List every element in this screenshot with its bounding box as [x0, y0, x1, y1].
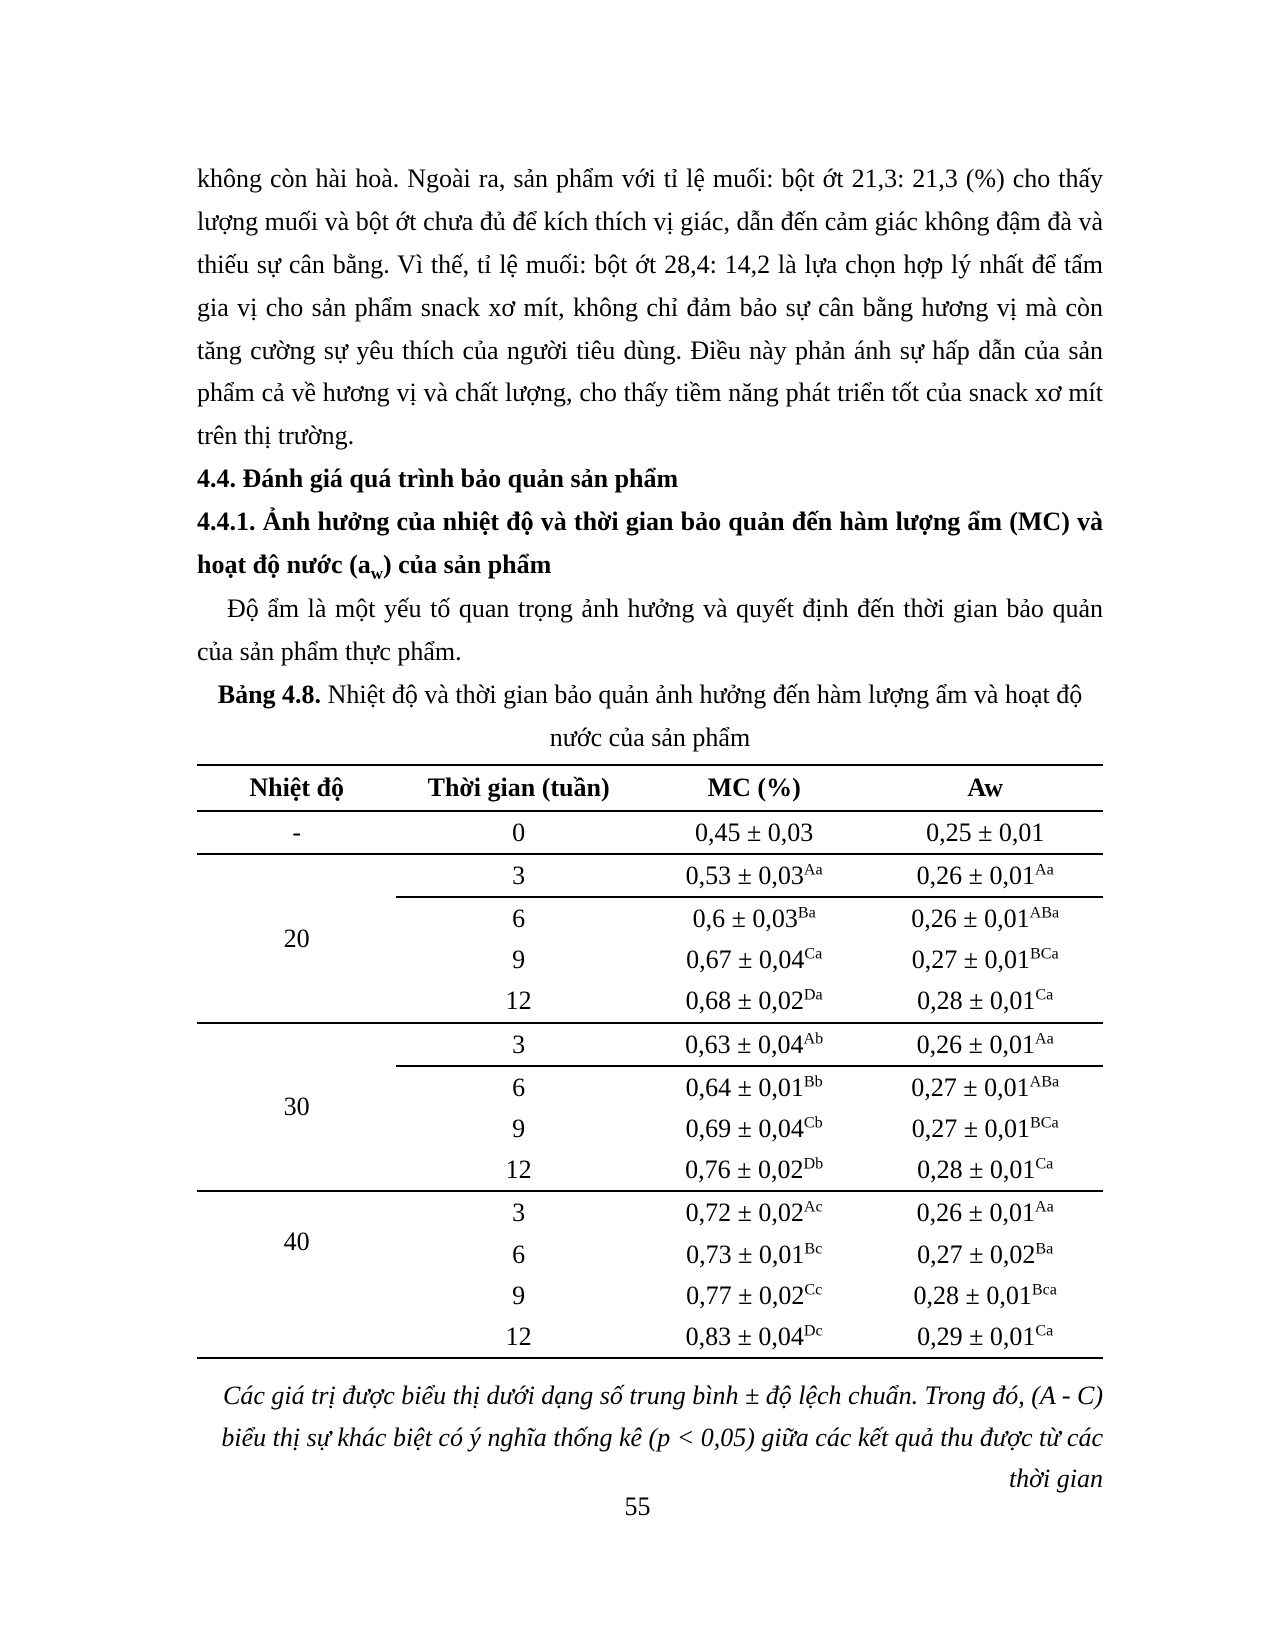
cell-aw: $0,26 \pm 0,01^{ABa}$ [911, 904, 1060, 934]
table-row [197, 1023, 1103, 1066]
subsection-heading-tail: ) của sản phẩm [382, 550, 552, 580]
cell-time: 3 [396, 854, 641, 897]
cell-mc: $0,83 \pm 0,04^{Dc}$ [685, 1321, 823, 1351]
cell-aw: $0,28 \pm 0,01^{Ca}$ [867, 1149, 1103, 1191]
aw-superscript: Aa [1034, 1029, 1054, 1047]
mc-superscript: Bc [804, 1239, 823, 1257]
cell-aw: $0,26 \pm 0,01^{Aa}$ [867, 1023, 1103, 1066]
aw-superscript: Ca [1035, 986, 1054, 1004]
cell-mc: $0,73 \pm 0,01^{Bc}$ [686, 1239, 823, 1269]
subscript-w: w [370, 564, 383, 584]
cell-temp: - [197, 811, 396, 854]
aw-superscript: Bca [1031, 1281, 1057, 1299]
subsection-heading-text: 4.4.1. Ảnh hưởng của nhiệt độ và thời gian bảo quản đến hàm lượng ẩm (MC) và hoạt độ nước (a [197, 507, 1103, 580]
cell-time: 12 [396, 980, 641, 1022]
cell-aw: $0,26 \pm 0,01^{Aa}$ [916, 1198, 1054, 1228]
section-heading: 4.4. Đánh giá quá trình bảo quản sản phẩm [197, 464, 679, 494]
cell-mc: $0,6 \pm 0,03^{Ba}$ [692, 904, 816, 934]
cell-time: 9 [512, 1280, 526, 1310]
table-row [197, 854, 1103, 897]
aw-superscript: ABa [1029, 904, 1060, 922]
header-nhiet-do: Nhiệt độ [197, 765, 396, 811]
cell-mc: $0,67 \pm 0,04^{Ca}$ [686, 945, 823, 975]
cell-mc: $0,76 \pm 0,02^{Db}$ [641, 1149, 868, 1191]
table-row-baseline [197, 811, 1103, 854]
header-thoi-gian: Thời gian (tuần) [396, 765, 641, 811]
cell-time: 6 [512, 904, 526, 934]
cell-aw: $0,29 \pm 0,01^{Ca}$ [917, 1321, 1054, 1351]
mc-superscript: Db [803, 1155, 824, 1173]
cell-time: 6 [512, 1239, 526, 1269]
mc-superscript: Dc [803, 1322, 823, 1340]
cell-aw: $0,26 \pm 0,01^{Aa}$ [867, 854, 1103, 897]
cell-mc: $0,53 \pm 0,03^{Aa}$ [641, 854, 868, 897]
aw-superscript: Aa [1034, 1198, 1054, 1216]
cell-temp-30: 30 [197, 1023, 396, 1192]
mc-superscript: Cb [803, 1114, 823, 1132]
storage-results-table [197, 764, 1103, 1359]
cell-time: 3 [512, 1198, 526, 1228]
aw-superscript: ABa [1029, 1073, 1060, 1091]
cell-time: 9 [512, 1113, 526, 1143]
header-mc: MC (%) [641, 765, 868, 811]
cell-mc: $0,63 \pm 0,04^{Ab}$ [641, 1023, 868, 1066]
aw-superscript: Ba [1035, 1239, 1054, 1257]
cell-aw: 0,25 ± 0,01 [867, 811, 1103, 854]
mc-superscript: Cc [804, 1281, 823, 1299]
cell-time: 12 [396, 1149, 641, 1191]
mc-superscript: Aa [803, 861, 823, 879]
intro-paragraph: không còn hài hoà. Ngoài ra, sản phẩm với tỉ lệ muối: bột ớt 21,3: 21,3 (%) cho thấy lượng muối và bột ớt chưa đủ để kích thích vị giác, dẫn đến cảm giác không đậm đà và thiếu sự cân bằng. Vì thế, tỉ lệ muối: bột ớt 28,4: 14,2 là lựa chọn hợp lý nhất để tẩm gia vị cho sản phẩm snack xơ mít, không chỉ đảm bảo sự cân bằng hương vị mà còn tăng cường sự yêu thích của người tiêu dùng. Điều này phản ánh sự hấp dẫn của sản phẩm cả về hương vị và chất lượng, cho thấy tiềm năng phát triển tốt của snack xơ mít trên thị trường. [197, 164, 1103, 451]
table-caption-label: Bảng 4.8. [217, 679, 322, 709]
cell-aw: $0,27 \pm 0,01^{ABa}$ [911, 1072, 1060, 1102]
mc-superscript: Ca [804, 945, 823, 963]
cell-mc: $0,77 \pm 0,02^{Cc}$ [686, 1280, 823, 1310]
aw-superscript: Ca [1035, 1155, 1054, 1173]
table-caption [197, 674, 1103, 760]
cell-time: 0 [396, 811, 641, 854]
table-row [197, 1191, 1103, 1233]
table-caption-text: Nhiệt độ và thời gian bảo quản ảnh hưởng đến hàm lượng ẩm và hoạt độ nước của sản phẩm [321, 679, 1083, 752]
aw-superscript: BCa [1030, 945, 1059, 963]
mc-superscript: Ac [803, 1198, 823, 1216]
cell-aw: $0,27 \pm 0,01^{BCa}$ [911, 945, 1059, 975]
cell-mc: 0,45 ± 0,03 [641, 811, 868, 854]
cell-temp-40: 40 [283, 1227, 310, 1257]
table-footnote: Các giá trị được biểu thị dưới dạng số trung bình ± độ lệch chuẩn. Trong đó, (A - C) biểu thị sự khác biệt có ý nghĩa thống kê (p < 0,05) giữa các kết quả thu được từ các thời gian [221, 1381, 1103, 1494]
mc-superscript: Bb [803, 1073, 823, 1091]
cell-mc: $0,69 \pm 0,04^{Cb}$ [685, 1113, 823, 1143]
cell-time: 3 [396, 1023, 641, 1066]
cell-aw: $0,27 \pm 0,02^{Ba}$ [917, 1239, 1054, 1269]
page-number: 55 [624, 1492, 651, 1521]
cell-mc: $0,64 \pm 0,01^{Bb}$ [685, 1072, 823, 1102]
cell-time: 9 [512, 945, 526, 975]
aw-superscript: BCa [1030, 1114, 1059, 1132]
mc-superscript: Ba [797, 904, 816, 922]
cell-time: 12 [505, 1321, 532, 1351]
aw-superscript: Aa [1034, 861, 1054, 879]
cell-time: 6 [512, 1072, 526, 1102]
cell-aw: $0,28 \pm 0,01^{Bca}$ [913, 1280, 1057, 1310]
cell-aw: $0,28 \pm 0,01^{Ca}$ [867, 980, 1103, 1022]
subsection-heading [197, 501, 1103, 588]
cell-aw: $0,27 \pm 0,01^{BCa}$ [911, 1113, 1059, 1143]
aw-superscript: Ca [1035, 1322, 1054, 1340]
cell-temp-20: 20 [197, 854, 396, 1023]
mc-superscript: Ab [803, 1029, 824, 1047]
cell-mc: $0,68 \pm 0,02^{Da}$ [641, 980, 868, 1022]
cell-mc: $0,72 \pm 0,02^{Ac}$ [685, 1198, 823, 1228]
table-header-row [197, 765, 1103, 811]
mc-superscript: Da [803, 986, 823, 1004]
header-aw: Aw [867, 765, 1103, 811]
body-paragraph: Độ ẩm là một yếu tố quan trọng ảnh hưởng và quyết định đến thời gian bảo quản của sản phẩm thực phẩm. [197, 594, 1103, 666]
